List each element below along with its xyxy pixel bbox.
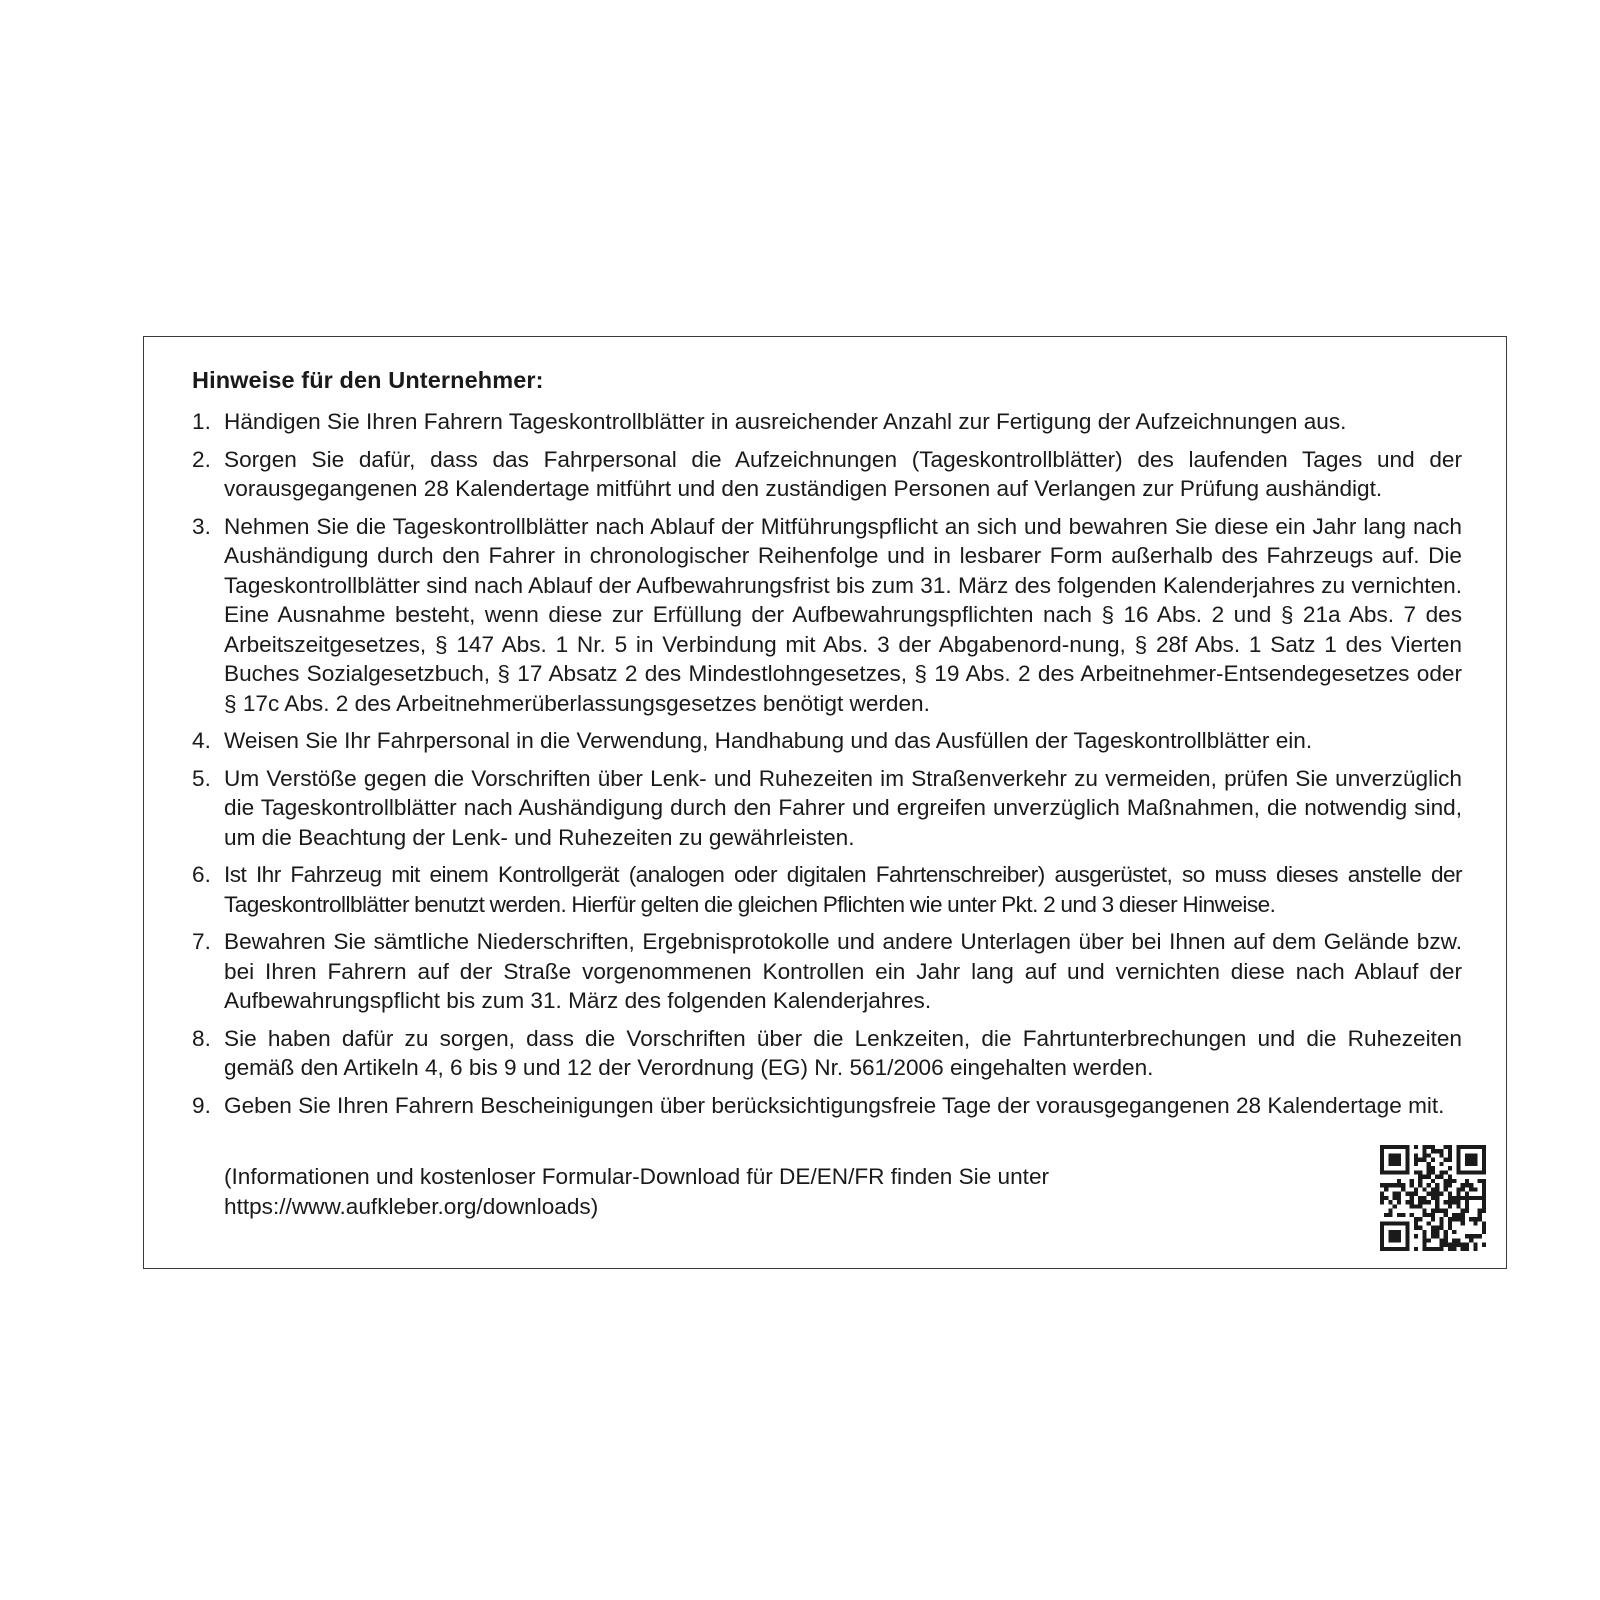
notice-card bbox=[143, 336, 1507, 1269]
item-text: Um Verstöße gegen die Vorschriften über Lenk- und Ruhezeiten im Straßenverkehr zu vermeiden, prüfen Sie unverzüglich die Tageskontrollblätter nach Aushändigung durch den Fahrer und ergreifen unverzüglich Maßnahmen, die notwendig sind, um die Beachtung der Lenk- und Ruhezeiten zu gewährleisten. bbox=[224, 765, 1462, 850]
list-item bbox=[192, 1091, 1462, 1121]
item-text: Sorgen Sie dafür, dass das Fahrpersonal die Aufzeichnungen (Tageskontrollblätter) des laufenden Tages und der vorausgegangenen 28 Kalendertage mitführt und den zuständigen Personen auf Verlangen zur Prüfung aushändigt. bbox=[224, 446, 1462, 501]
list-item bbox=[192, 860, 1462, 919]
item-number: 1. bbox=[192, 409, 211, 434]
item-text: Geben Sie Ihren Fahrern Bescheinigungen über berücksichtigungsfreie Tage der vorausgegangenen 28 Kalendertage mit. bbox=[224, 1092, 1445, 1118]
item-text: Händigen Sie Ihren Fahrern Tageskontrollblätter in ausreichender Anzahl zur Fertigung der Aufzeichnungen aus. bbox=[224, 409, 1347, 434]
item-text: Weisen Sie Ihr Fahrpersonal in die Verwendung, Handhabung und das Ausfüllen der Tageskontrollblätter ein. bbox=[224, 728, 1313, 753]
item-number: 6. bbox=[192, 862, 211, 887]
list-item bbox=[192, 764, 1462, 853]
download-link[interactable]: https://www.aufkleber.org/downloads) bbox=[224, 1193, 599, 1219]
item-text: Nehmen Sie die Tageskontrollblätter nach Ablauf der Mitführungspflicht an sich und bewahren Sie diese ein Jahr lang nach Aushändigung durch den Fahrer in chronologischer Reihenfolge und in lesbarer Form außerhalb des Fahrzeugs auf. Die Tageskontrollblätter sind nach Ablauf der Aufbewahrungsfrist bis zum 31. März des folgenden Kalenderjahres zu vernichten. Eine Ausnahme besteht, wenn diese zur Erfüllung der Aufbewahrungspflichten nach § 16 Abs. 2 und § 21a Abs. 7 des Arbeitszeitgesetzes, § 147 Abs. 1 Nr. 5 in Verbindung mit Abs. 3 der Abgabenord-nung, § 28f Abs. 1 Satz 1 des Vierten Buches Sozialgesetzbuch, § 17 Absatz 2 des Mindestlohngesetzes, § 19 Abs. 2 des Arbeitnehmer-Entsendegesetzes oder § 17c Abs. 2 des Arbeitnehmerüberlassungsgesetzes benötigt werden. bbox=[224, 513, 1462, 716]
notice-heading: Hinweise für den Unternehmer: bbox=[192, 367, 544, 393]
list-item bbox=[192, 445, 1462, 504]
item-text: Sie haben dafür zu sorgen, dass die Vorschriften über die Lenkzeiten, die Fahrtunterbrechungen und die Ruhezeiten gemäß den Artikeln 4, 6 bis 9 und 12 der Verordnung (EG) Nr. 561/2006 eingehalten werden. bbox=[224, 1025, 1462, 1080]
item-number: 4. bbox=[192, 728, 211, 753]
item-text: Bewahren Sie sämtliche Niederschriften, Ergebnisprotokolle und andere Unterlagen über bei Ihnen auf dem Gelände bzw. bei Ihren Fahrern auf der Straße vorgenommenen Kontrollen ein Jahr lang auf und vernichten diese nach Ablauf der Aufbewahrungspflicht bis zum 31. März des folgenden Kalenderjahres. bbox=[224, 929, 1462, 1013]
qr-code-icon[interactable] bbox=[1380, 1145, 1486, 1251]
item-number: 7. bbox=[192, 929, 211, 954]
download-info-text: (Informationen und kostenloser Formular-Download für DE/EN/FR finden Sie unter bbox=[224, 1164, 1050, 1189]
list-item bbox=[192, 1024, 1462, 1083]
item-number: 5. bbox=[192, 765, 211, 791]
list-item bbox=[192, 407, 1462, 437]
item-number: 3. bbox=[192, 513, 211, 539]
item-number: 9. bbox=[192, 1092, 211, 1118]
item-text: Ist Ihr Fahrzeug mit einem Kontrollgerät (analogen oder digitalen Fahrtenschreiber) ausgerüstet, so muss dieses anstelle der Tageskontrollblätter benutzt werden. Hierfür gelten die gleichen Pflichten wie unter Pkt. 2 und 3 dieser Hinweise. bbox=[224, 862, 1462, 917]
notice-list bbox=[192, 407, 1462, 1128]
list-item bbox=[192, 512, 1462, 719]
list-item bbox=[192, 927, 1462, 1016]
list-item bbox=[192, 726, 1462, 756]
download-info bbox=[224, 1162, 1049, 1221]
item-number: 8. bbox=[192, 1025, 211, 1051]
item-number: 2. bbox=[192, 446, 211, 472]
